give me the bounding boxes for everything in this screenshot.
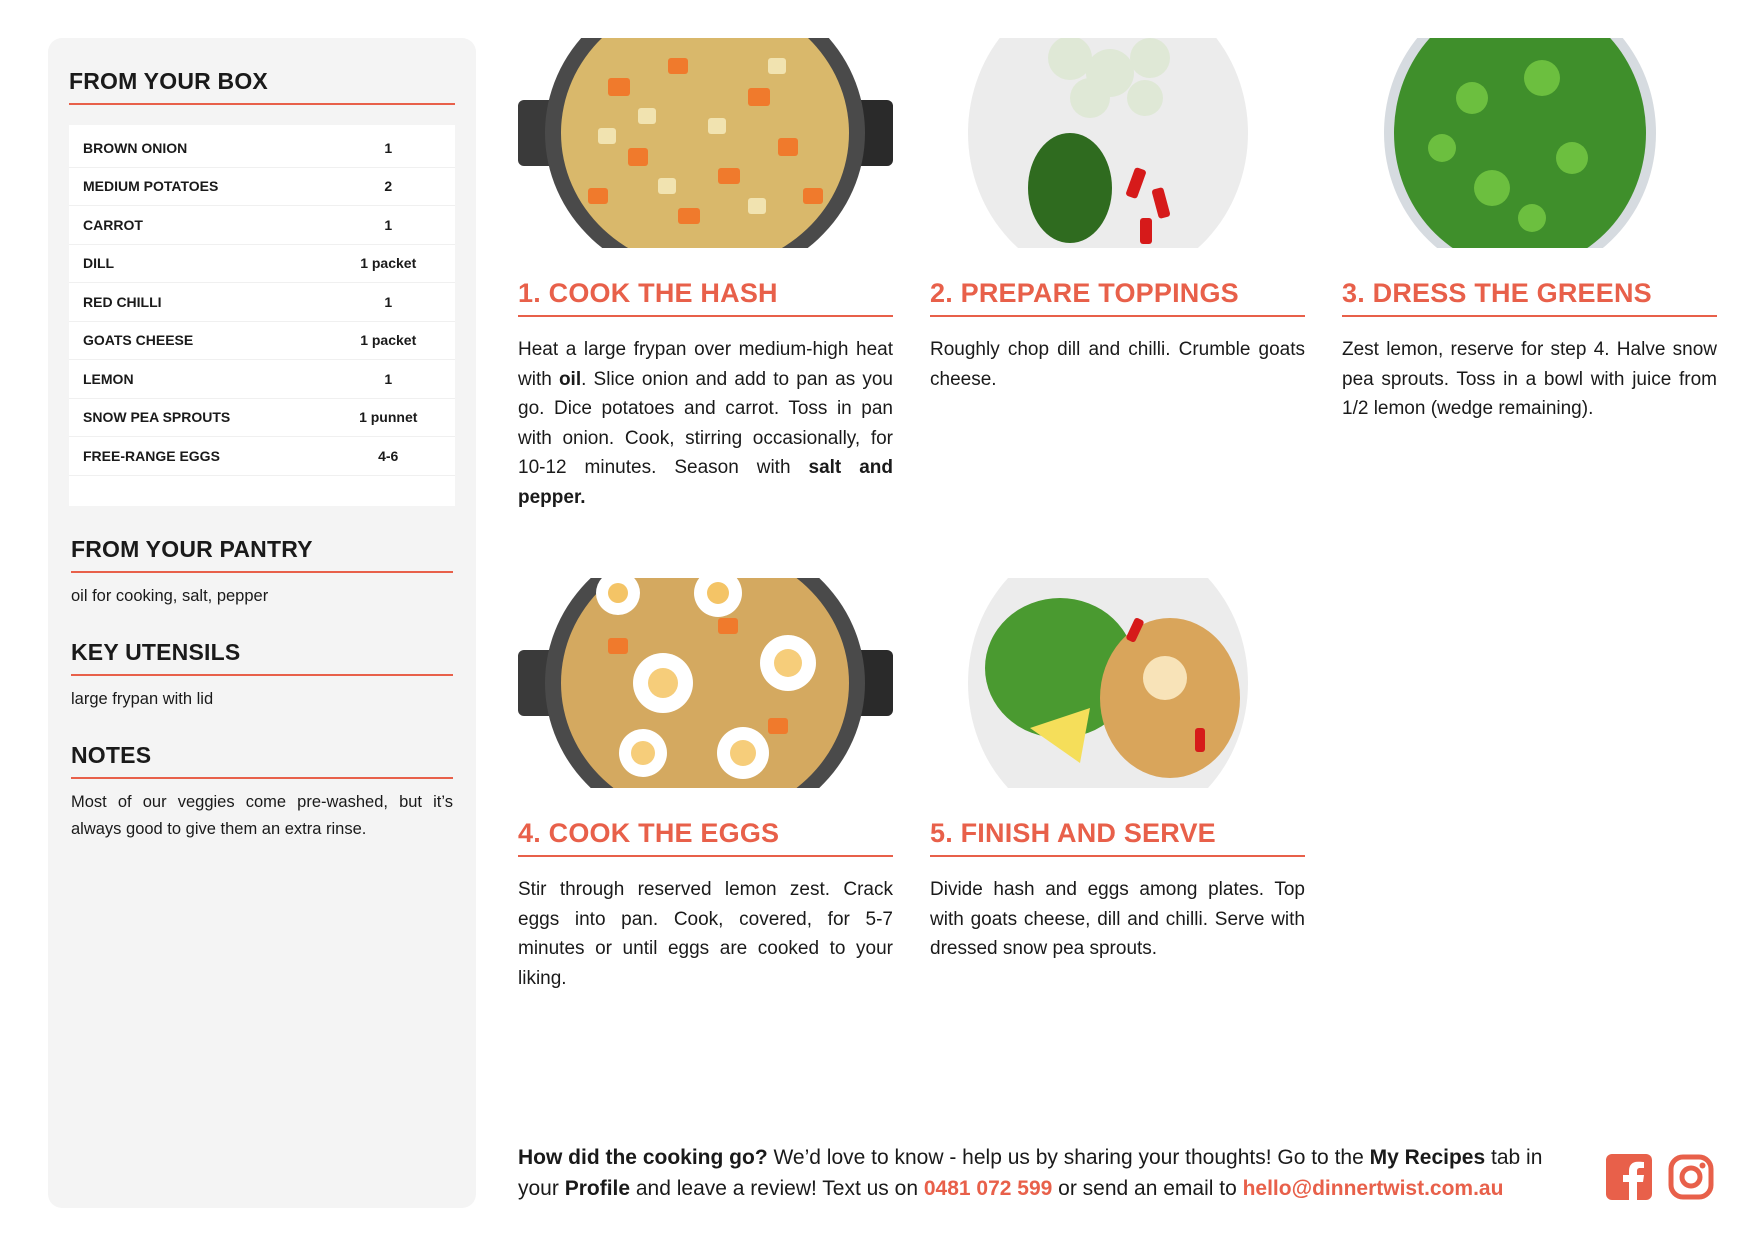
ingredient-qty: 1 — [384, 216, 393, 233]
from-your-box-title: FROM YOUR BOX — [69, 68, 455, 105]
ingredient-name: FREE-RANGE EGGS — [83, 447, 220, 464]
footer-text: and leave a review! Text us on — [630, 1177, 924, 1200]
step-3-text: Zest lemon, reserve for step 4. Halve snow pea sprouts. Toss in a bowl with juice from 1/2 lemon (wedge remaining). — [1342, 339, 1717, 419]
step-1-salt-pepper: salt and pepper. — [518, 457, 893, 508]
profile-link[interactable]: Profile — [564, 1177, 631, 1200]
from-your-box-section — [69, 68, 455, 506]
ingredient-qty: 2 — [384, 178, 393, 195]
step-1-photo — [518, 38, 893, 248]
key-utensils-title: KEY UTENSILS — [71, 639, 453, 676]
ingredients-table — [69, 125, 455, 506]
ingredient-row — [69, 322, 455, 361]
ingredient-qty: 4-6 — [378, 447, 399, 464]
instagram-icon[interactable] — [1668, 1154, 1714, 1200]
ingredient-qty: 1 — [384, 370, 393, 387]
my-recipes-link[interactable]: My Recipes — [1369, 1146, 1486, 1169]
step-5 — [930, 578, 1305, 964]
step-5-title: 5. FINISH AND SERVE — [930, 818, 1305, 857]
ingredient-name: DILL — [83, 255, 115, 272]
step-4-photo — [518, 578, 893, 788]
ingredient-row — [69, 437, 455, 476]
step-1-text — [518, 335, 893, 512]
ingredient-row — [69, 399, 455, 438]
step-3-photo — [1342, 38, 1717, 248]
ingredient-row — [69, 168, 455, 207]
from-your-pantry-title: FROM YOUR PANTRY — [71, 536, 453, 573]
step-1-title: 1. COOK THE HASH — [518, 278, 893, 317]
step-4 — [518, 578, 893, 993]
notes-text: Most of our veggies come pre-washed, but it’s always good to give them an extra rinse. — [71, 793, 453, 838]
ingredient-qty: 1 — [384, 293, 393, 310]
key-utensils-section — [69, 639, 455, 712]
ingredient-name: CARROT — [83, 216, 143, 233]
step-1-oil: oil — [558, 368, 582, 390]
footer-text: or send an email to — [1052, 1177, 1243, 1200]
footer-text: We’d love to know - help us by sharing your thoughts! Go to the — [767, 1146, 1370, 1169]
step-1 — [518, 38, 893, 512]
email-link[interactable]: hello@dinnertwist.com.au — [1242, 1177, 1504, 1200]
step-2-title: 2. PREPARE TOPPINGS — [930, 278, 1305, 317]
step-3 — [1342, 38, 1717, 424]
footer-question: How did the cooking go? — [518, 1146, 768, 1169]
step-3-title: 3. DRESS THE GREENS — [1342, 278, 1717, 317]
phone-link[interactable]: 0481 072 599 — [923, 1177, 1053, 1200]
step-4-text: Stir through reserved lemon zest. Crack eggs into pan. Cook, covered, for 5-7 minutes or until eggs are cooked to your liking. — [518, 879, 893, 989]
step-1-text-part: Heat a large frypan over medium-high heat with — [518, 339, 893, 390]
ingredient-name: LEMON — [83, 370, 134, 387]
ingredient-row — [69, 129, 455, 168]
step-4-title: 4. COOK THE EGGS — [518, 818, 893, 857]
ingredient-name: RED CHILLI — [83, 293, 162, 310]
ingredient-name: SNOW PEA SPROUTS — [83, 409, 231, 426]
ingredient-row — [69, 360, 455, 399]
step-2 — [930, 38, 1305, 394]
ingredient-qty: 1 — [384, 139, 393, 156]
step-5-photo — [930, 578, 1305, 788]
ingredient-name: BROWN ONION — [83, 139, 188, 156]
ingredient-qty: 1 packet — [360, 255, 417, 272]
pantry-text: oil for cooking, salt, pepper — [71, 586, 269, 605]
ingredient-row — [69, 206, 455, 245]
step-2-photo — [930, 38, 1305, 248]
step-2-text: Roughly chop dill and chilli. Crumble goats cheese. — [930, 339, 1305, 390]
footer-text: tab in your — [518, 1146, 1543, 1200]
ingredient-row — [69, 245, 455, 284]
facebook-icon[interactable] — [1606, 1154, 1652, 1200]
ingredient-name: MEDIUM POTATOES — [83, 178, 219, 195]
utensils-text: large frypan with lid — [71, 689, 214, 708]
step-5-text: Divide hash and eggs among plates. Top with goats cheese, dill and chilli. Serve with dressed snow pea sprouts. — [930, 879, 1305, 959]
ingredient-name: GOATS CHEESE — [83, 332, 194, 349]
step-1-text-part: . Slice onion and add to pan as you go. Dice potatoes and carrot. Toss in pan with onion. Cook, stirring occasionally, for 10-12 minutes. Season with — [518, 368, 893, 478]
ingredient-row — [69, 283, 455, 322]
sidebar — [48, 38, 476, 1208]
from-your-pantry-section — [69, 536, 455, 609]
ingredient-qty: 1 punnet — [359, 409, 418, 426]
notes-section — [69, 742, 455, 842]
notes-title: NOTES — [71, 742, 453, 779]
feedback-footer — [518, 1142, 1578, 1204]
ingredient-qty: 1 packet — [360, 332, 417, 349]
